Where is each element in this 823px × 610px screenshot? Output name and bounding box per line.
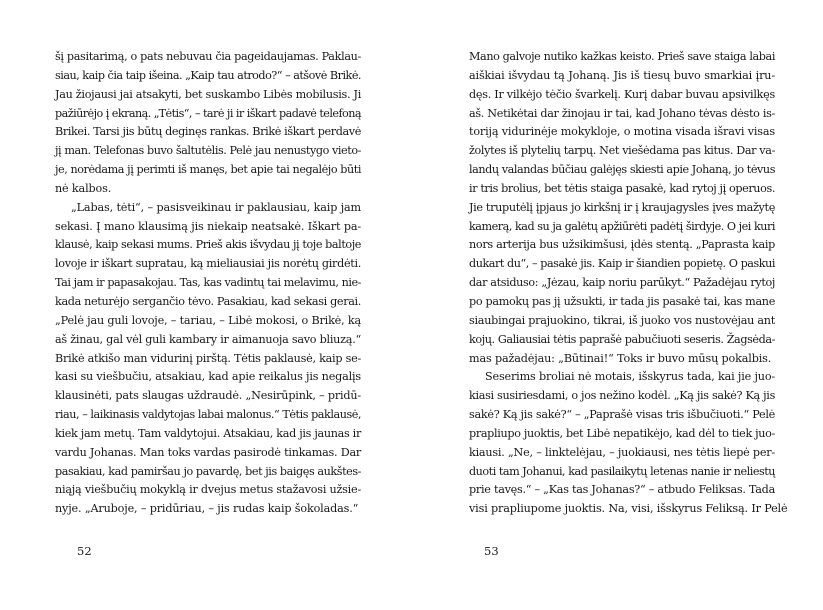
text-line: je, norėdama jį perimti iš manęs, bet apie tai negalėjo būti — [55, 163, 361, 177]
text-line: klausinėti, pats slaugas uždraudė. „Nesirūpink, – pridū- — [55, 389, 361, 403]
text-line: sakė? Ką jis sakė?“ – „Paprašė visas tris išbučiuoti.“ Pelė — [469, 408, 775, 422]
text-line: šį pasitarimą, o pats nebuvau čia pageidaujamas. Paklau- — [55, 50, 361, 63]
text-line: kamerą, kad su ja galėtų apžiūrėti padėtį širdyje. O jei kuri — [469, 219, 775, 233]
text-line: kiasi susiriesdami, o jos nežino kodėl. „Ką jis sakė? Ką jis — [469, 389, 775, 403]
text-line: Seserims broliai nė motais, išskyrus tada, kai jie juo- — [485, 370, 775, 384]
text-line: Brikei. Tarsi jis būtų deginęs rankas. Brikė iškart perdavė — [55, 125, 361, 139]
text-line: duoti tam Johanui, kad pasilaikytų letenas nanie ir neliestų — [469, 464, 775, 478]
text-line: kasi su viešbučiu, atsakiau, kad apie reikalus jis negalįs — [55, 370, 361, 384]
right-page — [469, 48, 788, 519]
text-line: žolytes iš plytelių tarpų. Net viešėdama pas kitus. Dar va- — [469, 144, 775, 158]
text-line: dęs. Ir vilkėjo tėčio švarkelį. Kurį dabar buvau apsivilkęs — [469, 87, 775, 101]
text-line: lovoje ir iškart supratau, ką mieliausiai jis norėtų girdėti. — [55, 257, 361, 271]
text-line: dar atsiduso: „Jėzau, kaip noriu parūkyt.“ Pažadėjau rytoj — [469, 276, 775, 290]
text-line: nyje. „Aruboje, – pridūriau, – jis rudas kaip šokoladas.“ — [55, 502, 359, 516]
text-line: prapliupo juoktis, bet Libė nepatikėjo, kad dėl to tiek juo- — [469, 426, 775, 440]
left-page — [55, 48, 361, 519]
text-line: „Labas, tėti“, – pasisveikinau ir paklausiau, kaip jam — [71, 200, 361, 214]
text-line: siau, kaip čia taip išeina. „Kaip tau atrodo?“ – atšovė Brikė. — [55, 68, 361, 82]
text-line: kojų. Galiausiai tėtis paprašė pabučiuoti seseris. Žagsėda- — [469, 332, 775, 346]
text-line: mas pažadėjau: „Būtinai!“ Toks ir buvo mūsų pokalbis. — [469, 351, 772, 365]
text-line: ir tris brolius, bet tėtis staiga pasakė, kad rytoj jį operuos. — [469, 181, 775, 195]
text-line: visi prapliupome juoktis. Na, visi, išskyrus Feliksą. Ir Pelė — [469, 502, 788, 516]
page-number-left: 52 — [77, 544, 92, 558]
text-line: aš. Netikėtai dar žinojau ir tai, kad Johano tėvas dėsto is- — [469, 106, 775, 120]
text-line: Tai jam ir papasakojau. Tas, kas vadintų tai melavimu, nie- — [55, 276, 361, 290]
text-line: landų valandas būčiau galėjęs skiesti apie Johaną, jo tėvus — [469, 163, 775, 177]
text-line: jį man. Telefonas buvo šaltutėlis. Pelė jau nenustygo vieto- — [55, 144, 361, 158]
text-line: siaubingai prajuokino, tikrai, iš juoko vos nustovėjau ant — [469, 313, 775, 327]
text-line: nė kalbos. — [55, 181, 112, 195]
text-line: Jau žiojausi jai atsakyti, bet suskambo Libės mobilusis. Ji — [55, 87, 361, 101]
text-line: nors arterija bus užsikimšusi, įdės stentą. „Paprasta kaip — [469, 238, 775, 252]
text-line: dukart du“, – pasakė jis. Kaip ir šiandien popietę. O paskui — [469, 257, 775, 271]
page-number-right: 53 — [484, 544, 499, 558]
text-line: Jie truputėlį įpjaus jo kirkšnį ir į kraujagysles įves mažytę — [469, 200, 775, 214]
text-line: pasakiau, kad pamiršau jo pavardę, bet jis baigęs aukštes- — [55, 464, 361, 478]
text-line: kiek jam metų. Tam valdytojui. Atsakiau, kad jis jaunas ir — [55, 426, 361, 440]
text-line: toriją vidurinėje mokykloje, o motina visada išravi visas — [469, 125, 775, 139]
text-line: sekasi. Į mano klausimą jis niekaip neatsakė. Iškart pa- — [55, 219, 361, 233]
text-line: prie tavęs.“ – „Kas tas Johanas?“ – atbudo Feliksas. Tada — [469, 483, 775, 497]
text-line: kiausi. „Ne, – linktelėjau, – juokiausi, nes tėtis liepė per- — [469, 445, 775, 459]
text-line: po pamokų pas jį užsukti, ir tada jis pasakė tai, kas mane — [469, 294, 775, 308]
text-line: vardu Johanas. Man toks vardas pasirodė tinkamas. Dar — [55, 445, 361, 459]
text-line: „Pelė jau guli lovoje, – tariau, – Libė mokosi, o Brikė, ką — [55, 313, 361, 327]
text-line: pažiūrėjo į ekraną. „Tėtis“, – tarė ji ir iškart padavė telefoną — [55, 106, 361, 120]
text-line: aiškiai išvydau tą Johaną. Jis iš tiesų buvo smarkiai įru- — [469, 68, 775, 82]
text-line: Brikė atkišo man vidurinį pirštą. Tėtis paklausė, kaip se- — [55, 351, 361, 365]
text-line: riau, – laikinasis valdytojas labai malonus.“ Tėtis paklausė, — [55, 408, 361, 422]
text-line: Mano galvoje nutiko kažkas keisto. Prieš save staiga labai — [469, 50, 775, 63]
text-line: kada neturėjo sergančio tėvo. Pasakiau, kad sekasi gerai. — [55, 294, 361, 308]
text-line: niąją viešbučių mokyklą ir dvejus metus stažavosi užsie- — [55, 483, 361, 497]
text-line: aš žinau, gal vėl guli kambary ir aimanuoja savo bliuzą.“ — [55, 332, 361, 346]
text-line: klausė, kaip sekasi mums. Prieš akis išvydau jį toje baltoje — [55, 238, 361, 252]
